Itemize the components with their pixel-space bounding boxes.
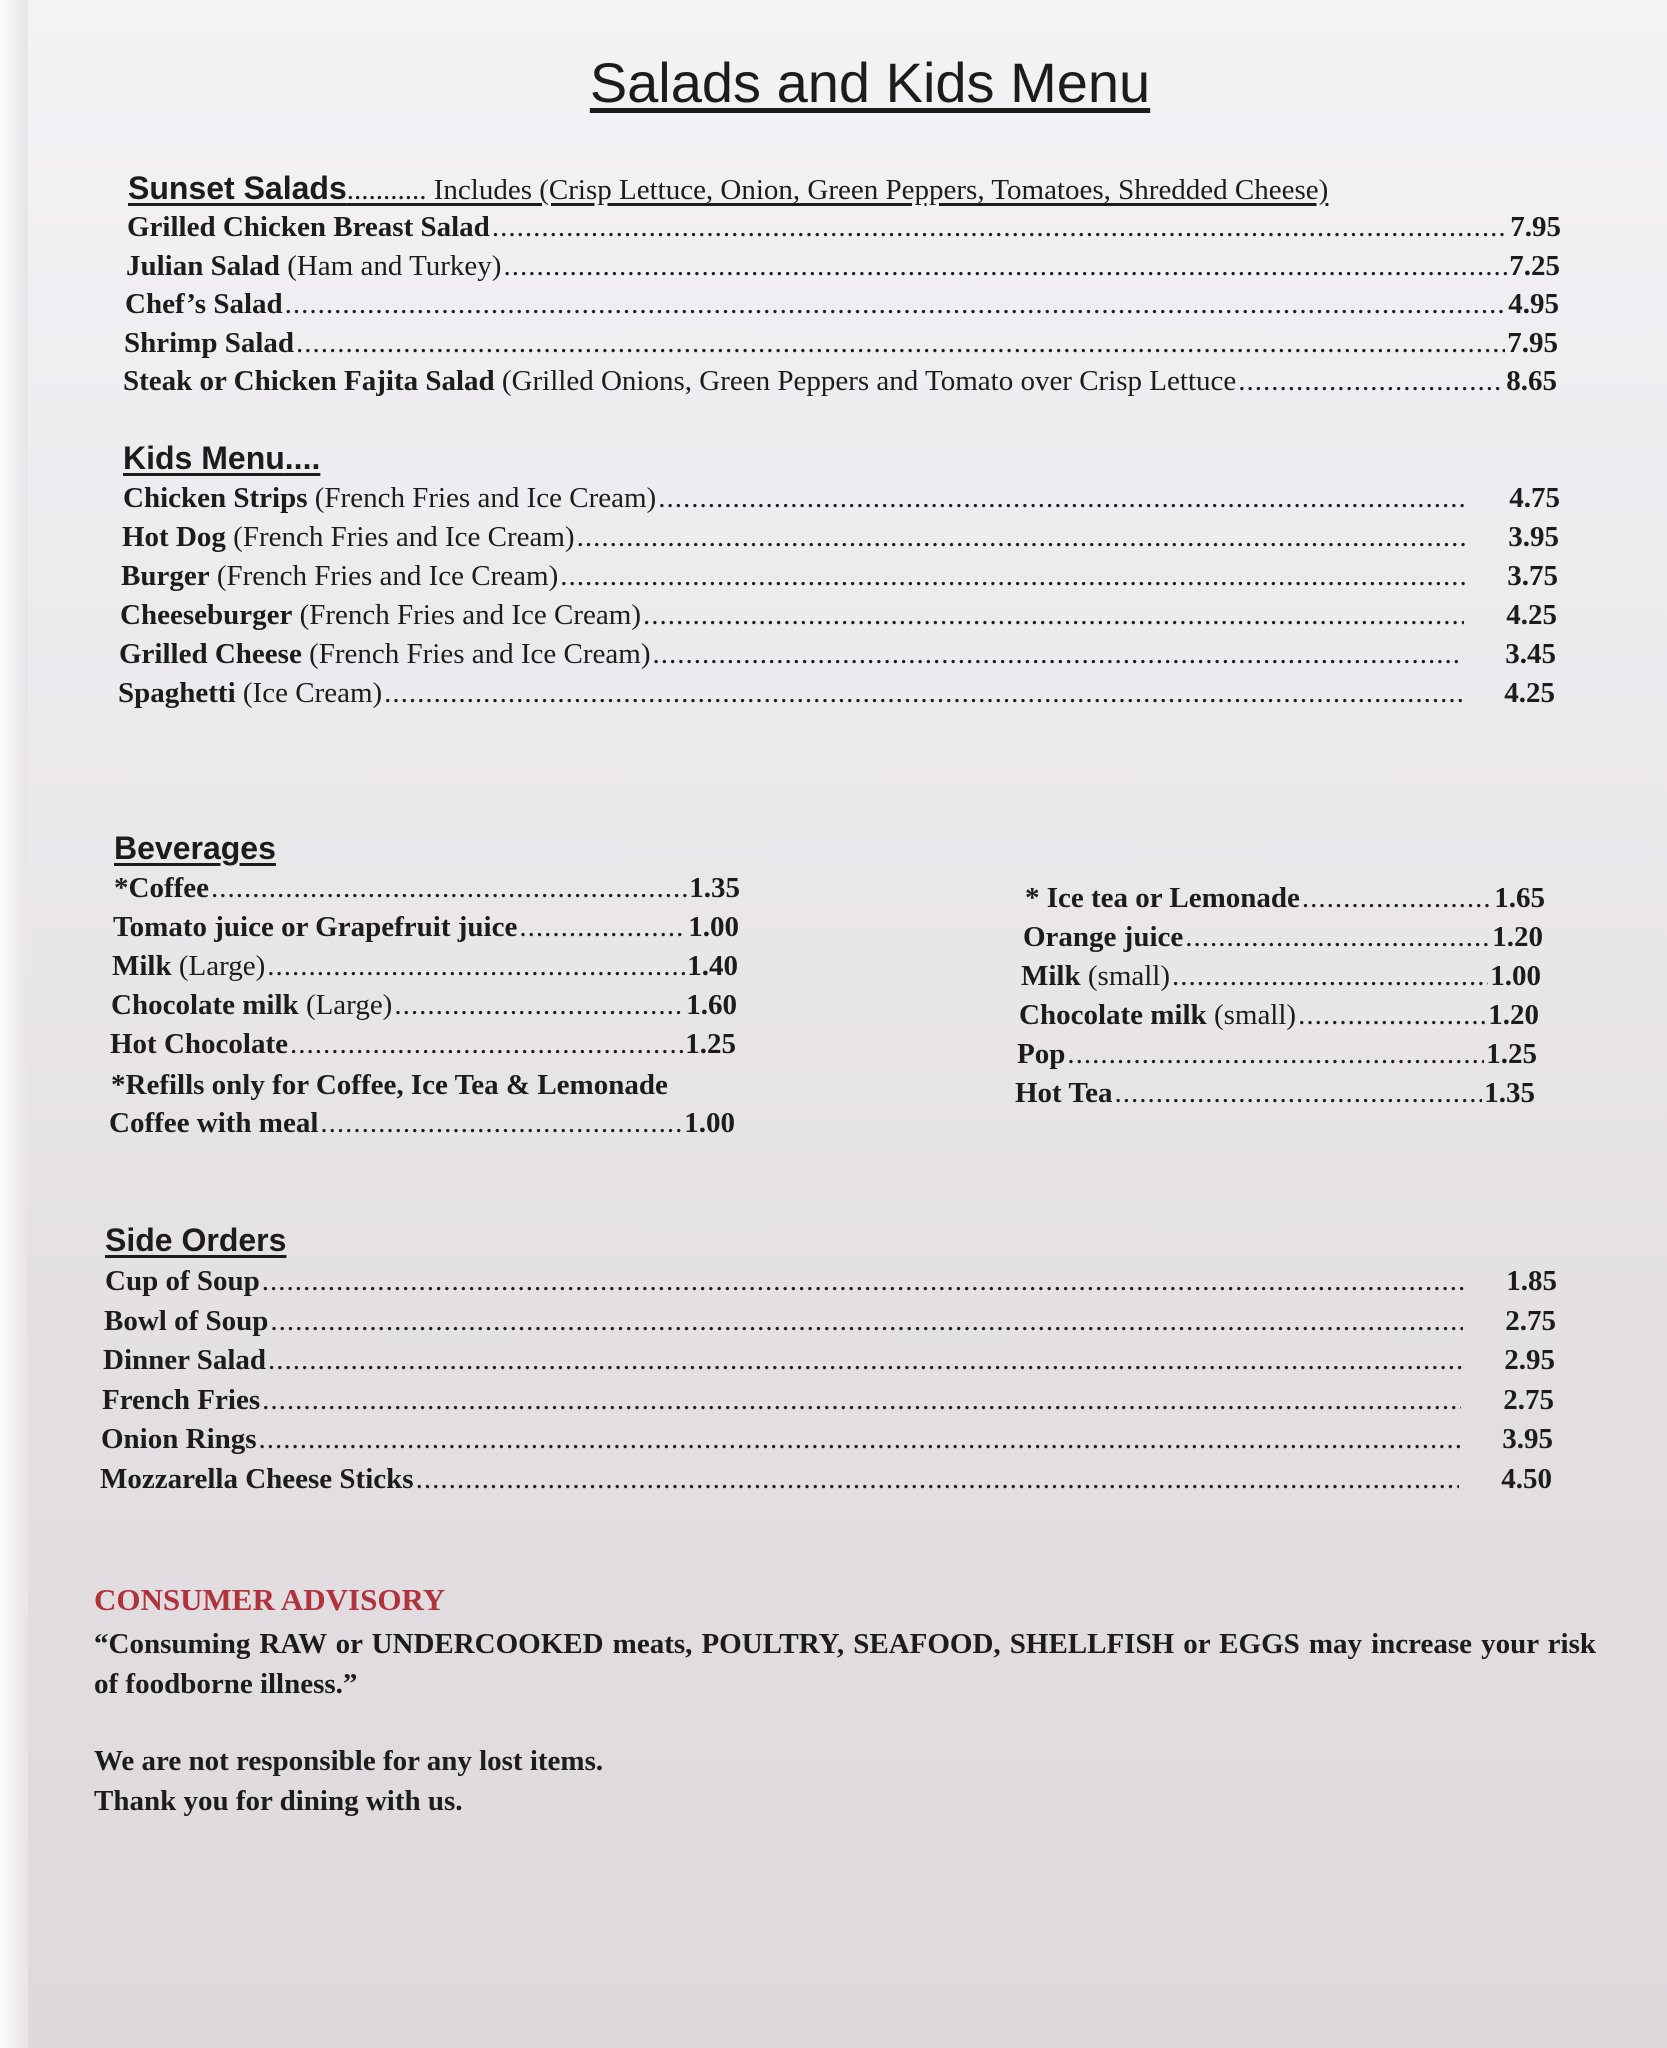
item-name: Spaghetti [118,677,236,709]
side-item [104,1305,1556,1343]
item-name: Tomato juice or Grapefruit juice [113,911,518,943]
kids-item [123,482,1560,520]
kids-item [118,677,1555,715]
dot-leader [653,638,1464,671]
item-name: Burger [121,560,210,592]
item-name: Milk [1021,960,1081,992]
dot-leader [503,250,1507,283]
item-price: 1.40 [687,950,738,982]
item-price: 1.00 [688,911,739,943]
dot-leader [577,521,1467,554]
salads-includes: ........... Includes (Crisp Lettuce, Onion, Green Peppers, Tomatoes, Shredded Cheese) [346,174,1329,206]
item-note: (Ham and Turkey) [287,249,502,282]
dot-leader [658,482,1467,515]
dot-leader [211,872,687,905]
item-name: Julian Salad [126,249,280,282]
page-title: Salads and Kids Menu [589,51,1151,114]
item-name: Onion Rings [101,1423,257,1455]
dot-leader [1302,882,1492,915]
item-price: 1.00 [684,1107,735,1139]
paper-edge [0,0,28,2048]
item-price: 1.00 [1490,960,1541,992]
item-name: Orange juice [1023,921,1184,953]
item-note: (Large) [305,989,393,1021]
item-price: 1.60 [686,989,737,1021]
kids-item [120,599,1557,637]
item-price: 3.75 [1507,560,1558,592]
item-note: (Ice Cream) [242,677,383,709]
side-item [105,1265,1557,1303]
item-name: French Fries [102,1383,261,1416]
dot-leader [268,1344,1462,1377]
salads-heading: Sunset Salads........... Includes (Crisp Lettuce, Onion, Green Peppers, Tomatoes, Shredded Cheese) [128,170,1329,206]
beverage-item [111,989,737,1027]
item-name: Chef’s Salad [125,288,283,320]
item-price: 1.20 [1488,999,1539,1031]
beverage-item [109,1107,735,1145]
dot-leader [1067,1038,1484,1071]
dot-leader [296,327,1505,360]
beverage-item [1023,921,1543,959]
item-price: 1.20 [1492,921,1543,953]
item-price: 3.95 [1502,1423,1553,1455]
item-note: (French Fries and Ice Cream) [216,560,559,592]
beverage-item [1019,999,1539,1037]
item-name: Pop [1017,1038,1066,1070]
item-price: 4.50 [1501,1462,1552,1495]
item-price: 1.35 [1484,1077,1535,1109]
dot-leader [643,599,1464,632]
side-item [101,1423,1553,1461]
item-note: (French Fries and Ice Cream) [299,599,642,631]
item-name: Chocolate milk [1019,999,1207,1031]
beverage-item [1015,1077,1535,1115]
dot-leader [259,1423,1461,1456]
consumer-advisory-title: CONSUMER ADVISORY [94,1582,446,1617]
item-name: Chocolate milk [111,989,299,1021]
item-name: Steak or Chicken Fajita Salad [123,365,495,397]
kids-heading: Kids Menu.... [123,440,321,476]
dot-leader [1115,1077,1483,1110]
kids-item [122,521,1559,559]
dot-leader [519,911,686,944]
dot-leader [285,288,1507,321]
item-name: Milk [112,950,172,982]
item-price: 1.25 [685,1028,736,1060]
beverage-item [113,911,739,949]
beverages-heading: Beverages [114,830,276,866]
item-name: Grilled Cheese [119,638,302,670]
dot-leader [1172,960,1488,993]
dot-leader [267,950,685,983]
item-name: Mozzarella Cheese Sticks [100,1462,414,1495]
dot-leader [492,211,1508,244]
lost-items-note: We are not responsible for any lost items. [94,1745,604,1777]
item-note: (small) [1087,960,1171,992]
dot-leader [1298,999,1486,1032]
side-item [100,1463,1552,1501]
salad-item [126,250,1560,288]
salad-item [123,365,1557,403]
item-note: (French Fries and Ice Cream) [314,482,657,514]
side-item [103,1344,1555,1382]
item-name: Chicken Strips [123,482,308,514]
beverage-item [1025,882,1545,920]
item-price: 3.45 [1505,638,1556,670]
item-name: Hot Chocolate [110,1028,288,1060]
item-name: Cheeseburger [120,599,293,631]
dot-leader [262,1384,1461,1417]
item-note: (Large) [178,950,266,982]
item-name: Shrimp Salad [124,326,295,359]
salad-item [124,327,1558,365]
item-price: 2.95 [1504,1344,1555,1376]
beverage-item [110,1028,736,1066]
thank-you-note: Thank you for dining with us. [94,1785,463,1817]
item-name: Dinner Salad [103,1344,267,1376]
item-name: Grilled Chicken Breast Salad [127,211,490,243]
dot-leader [1185,921,1490,954]
item-name: Hot Dog [122,521,226,553]
item-price: 3.95 [1508,521,1559,553]
item-price: 1.35 [689,872,740,904]
item-price: 2.75 [1503,1383,1554,1416]
item-price: 1.25 [1486,1038,1537,1070]
item-name: Coffee with meal [109,1107,319,1139]
beverage-item [1017,1038,1537,1076]
item-name: * Ice tea or Lemonade [1025,882,1300,914]
dot-leader [320,1107,682,1140]
item-name: Bowl of Soup [104,1304,269,1337]
dot-leader [270,1305,1463,1338]
kids-item [119,638,1556,676]
item-price: 1.65 [1494,882,1545,914]
dot-leader [1238,365,1504,398]
beverage-item [1021,960,1541,998]
item-price: 7.95 [1510,211,1561,243]
item-price: 7.25 [1509,249,1560,282]
item-name: *Coffee [114,872,210,904]
item-note: (French Fries and Ice Cream) [309,638,651,670]
refills-note: *Refills only for Coffee, Ice Tea & Lemonade [111,1069,668,1101]
item-price: 4.25 [1506,599,1557,631]
dot-leader [290,1028,683,1061]
item-price: 8.65 [1506,365,1557,397]
sides-heading: Side Orders [105,1222,287,1258]
salad-item [127,211,1561,249]
side-item [102,1384,1554,1422]
salad-item [125,288,1559,326]
kids-heading-suffix: .... [284,440,321,476]
item-note: (Grilled Onions, Green Peppers and Tomato over Crisp Lettuce [501,365,1237,397]
beverage-item [114,872,740,910]
item-price: 4.25 [1504,677,1555,709]
beverage-item [112,950,738,988]
item-name: Cup of Soup [105,1265,260,1297]
consumer-advisory-text: “Consuming RAW or UNDERCOOKED meats, POULTRY, SEAFOOD, SHELLFISH or EGGS may increase your risk of foodborne illness.” [94,1628,1596,1700]
item-note: (small) [1213,999,1297,1031]
kids-item [121,560,1558,598]
item-price: 7.95 [1507,326,1558,359]
item-note: (French Fries and Ice Cream) [233,521,575,553]
dot-leader [384,677,1462,710]
dot-leader [394,989,684,1022]
dot-leader [416,1463,1460,1496]
item-price: 2.75 [1505,1304,1556,1337]
item-price: 1.85 [1506,1265,1557,1297]
dot-leader [262,1265,1465,1298]
item-price: 4.75 [1509,482,1560,514]
item-price: 4.95 [1508,288,1559,320]
item-name: Hot Tea [1015,1077,1113,1109]
dot-leader [560,560,1465,593]
